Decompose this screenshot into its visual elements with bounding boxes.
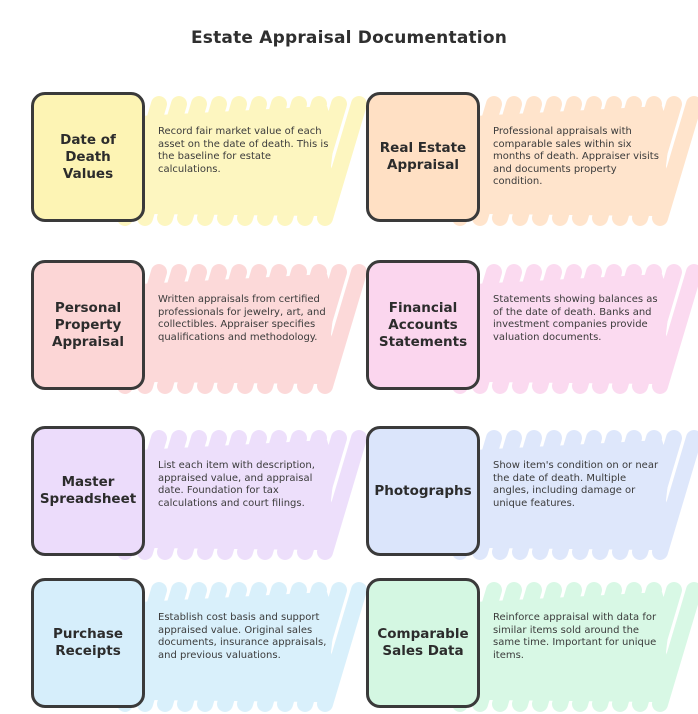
card-description: Reinforce appraisal with data for similar items sold around the same time. Important for unique items. [493, 612, 657, 661]
card-label-box [366, 578, 480, 708]
card-label: Photographs [374, 482, 472, 499]
card-label: Real Estate Appraisal [379, 140, 467, 173]
card-label: Financial Accounts Statements [378, 299, 468, 350]
card-financial-accounts-statements [366, 260, 676, 396]
card-date-of-death-values [31, 92, 341, 228]
card-master-spreadsheet [31, 426, 341, 562]
card-label: Master Spreadsheet [39, 474, 137, 507]
card-label-box [366, 260, 480, 390]
card-label: Purchase Receipts [52, 626, 124, 659]
card-label-box [31, 578, 145, 708]
card-description: List each item with description, appraised value, and appraisal date. Foundation for tax calculations and court filings. [158, 460, 315, 509]
card-description: Establish cost basis and support appraised value. Original sales documents, insurance appraisals, and previous valuations. [158, 612, 327, 661]
card-label: Date of Death Values [60, 131, 116, 182]
card-description: Statements showing balances as of the date of death. Banks and investment companies provide valuation documents. [493, 294, 658, 343]
card-label-box [31, 260, 145, 390]
card-personal-property-appraisal [31, 260, 341, 396]
card-label: Comparable Sales Data [377, 626, 469, 659]
card-label-box [366, 426, 480, 556]
card-description: Show item's condition on or near the date of death. Multiple angles, including damage or unique features. [493, 460, 659, 509]
card-label-box [31, 92, 145, 222]
card-photographs [366, 426, 676, 562]
card-purchase-receipts [31, 578, 341, 714]
diagram-title: Estate Appraisal Documentation [190, 28, 508, 48]
card-description: Written appraisals from certified professionals for jewelry, art, and collectibles. Appraiser specifies qualifications and methodology. [158, 294, 326, 343]
card-description: Record fair market value of each asset on the date of death. This is the baseline for estate calculations. [158, 126, 329, 175]
card-label: Personal Property Appraisal [52, 299, 124, 350]
card-label-box [31, 426, 145, 556]
card-label-box [366, 92, 480, 222]
card-real-estate-appraisal [366, 92, 676, 228]
card-comparable-sales-data [366, 578, 676, 714]
card-description: Professional appraisals with comparable sales within six months of death. Appraiser visits and documents property condition. [493, 126, 659, 187]
